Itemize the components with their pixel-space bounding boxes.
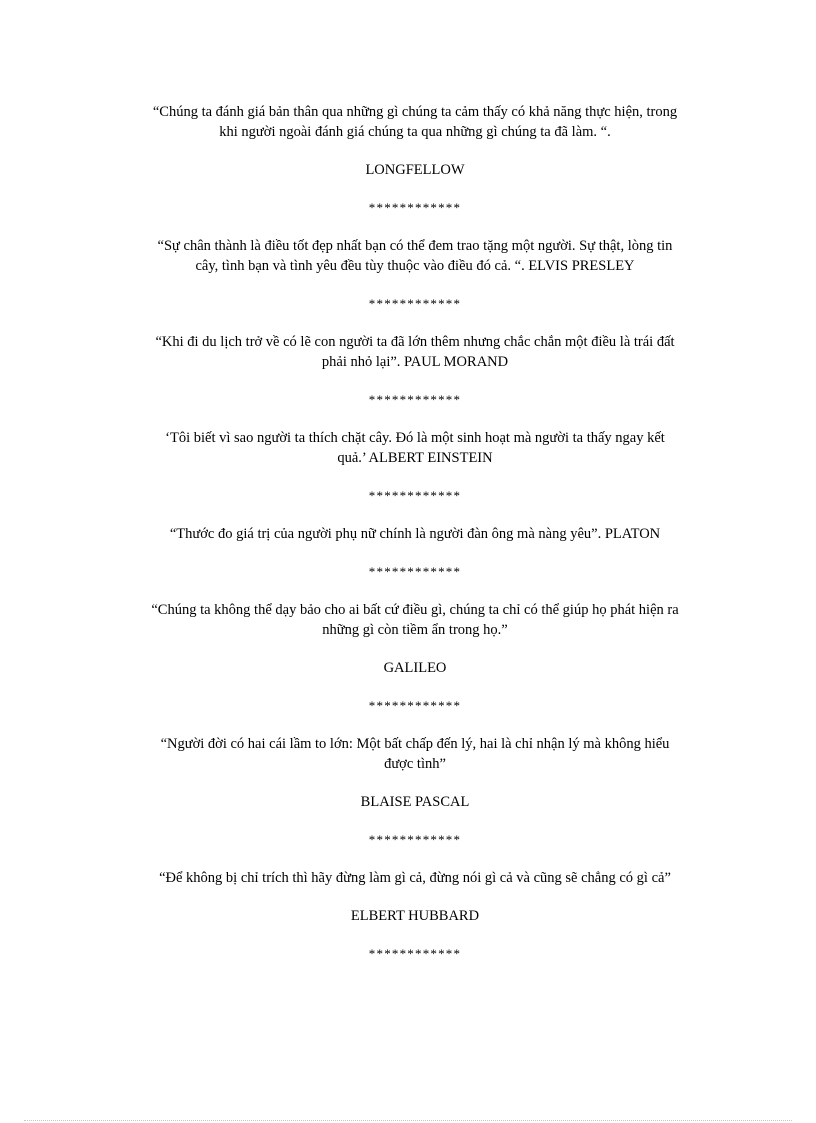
- page-bottom-divider: [24, 1120, 792, 1121]
- quote-entry: [110, 102, 720, 236]
- quote-author: GALILEO: [383, 660, 447, 676]
- quote-entry: [110, 428, 720, 524]
- quote-text: [110, 868, 720, 888]
- separator: ************: [368, 392, 462, 407]
- quote-author: LONGFELLOW: [365, 162, 465, 178]
- quote-author: ELBERT HUBBARD: [350, 908, 480, 924]
- quote-text: [110, 102, 720, 142]
- separator: ************: [368, 698, 462, 713]
- quote-entry: [110, 524, 720, 600]
- quote-entry: [110, 734, 720, 868]
- quote-entry: [110, 332, 720, 428]
- separator: ************: [368, 296, 462, 311]
- separator: ************: [368, 832, 462, 847]
- quote-line: “Sự chân thành là điều tốt đẹp nhất bạn có thể đem trao tặng một người. Sự thật, lòng tin: [157, 238, 673, 254]
- quote-line: “Khi đi du lịch trở về có lẽ con người ta đã lớn thêm nhưng chắc chắn một điều là trái đất: [155, 334, 675, 350]
- quote-line: khi người ngoài đánh giá chúng ta qua những gì chúng ta đã làm. “.: [219, 124, 611, 140]
- quote-line: “Chúng ta đánh giá bản thân qua những gì chúng ta cảm thấy có khả năng thực hiện, trong: [152, 104, 678, 120]
- quote-line: “Chúng ta không thể dạy bảo cho ai bất cứ điều gì, chúng ta chỉ có thể giúp họ phát hiện ra: [151, 602, 679, 618]
- quote-line: “Thước đo giá trị của người phụ nữ chính là người đàn ông mà nàng yêu”. PLATON: [169, 526, 661, 542]
- quote-text: [110, 524, 720, 544]
- quote-entry: [110, 600, 720, 734]
- separator: ************: [368, 564, 462, 579]
- quote-text: [110, 332, 720, 372]
- quote-entry: [110, 236, 720, 332]
- quote-line: những gì còn tiềm ẩn trong họ.”: [322, 622, 508, 638]
- quote-text: [110, 734, 720, 774]
- quote-line: “Để không bị chỉ trích thì hãy đừng làm gì cả, đừng nói gì cả và cũng sẽ chẳng có gì cả”: [159, 870, 671, 886]
- quote-entry: [110, 868, 720, 964]
- quote-line: ‘Tôi biết vì sao người ta thích chặt cây. Đó là một sinh hoạt mà người ta thấy ngay kết: [165, 430, 665, 446]
- separator: ************: [368, 488, 462, 503]
- quote-author: BLAISE PASCAL: [360, 794, 470, 810]
- quotes-content: [110, 102, 720, 964]
- quote-line: quả.’ ALBERT EINSTEIN: [337, 450, 493, 466]
- separator: ************: [368, 946, 462, 961]
- quote-text: [110, 428, 720, 468]
- separator: ************: [368, 200, 462, 215]
- quote-line: cây, tình bạn và tình yêu đều tùy thuộc vào điều đó cả. “. ELVIS PRESLEY: [195, 258, 635, 274]
- quote-text: [110, 236, 720, 276]
- quote-line: phải nhỏ lại”. PAUL MORAND: [321, 354, 509, 370]
- quote-text: [110, 600, 720, 640]
- quote-line: được tình”: [384, 756, 446, 772]
- quote-line: “Người đời có hai cái lầm to lớn: Một bất chấp đến lý, hai là chỉ nhận lý mà không hiểu: [160, 736, 670, 752]
